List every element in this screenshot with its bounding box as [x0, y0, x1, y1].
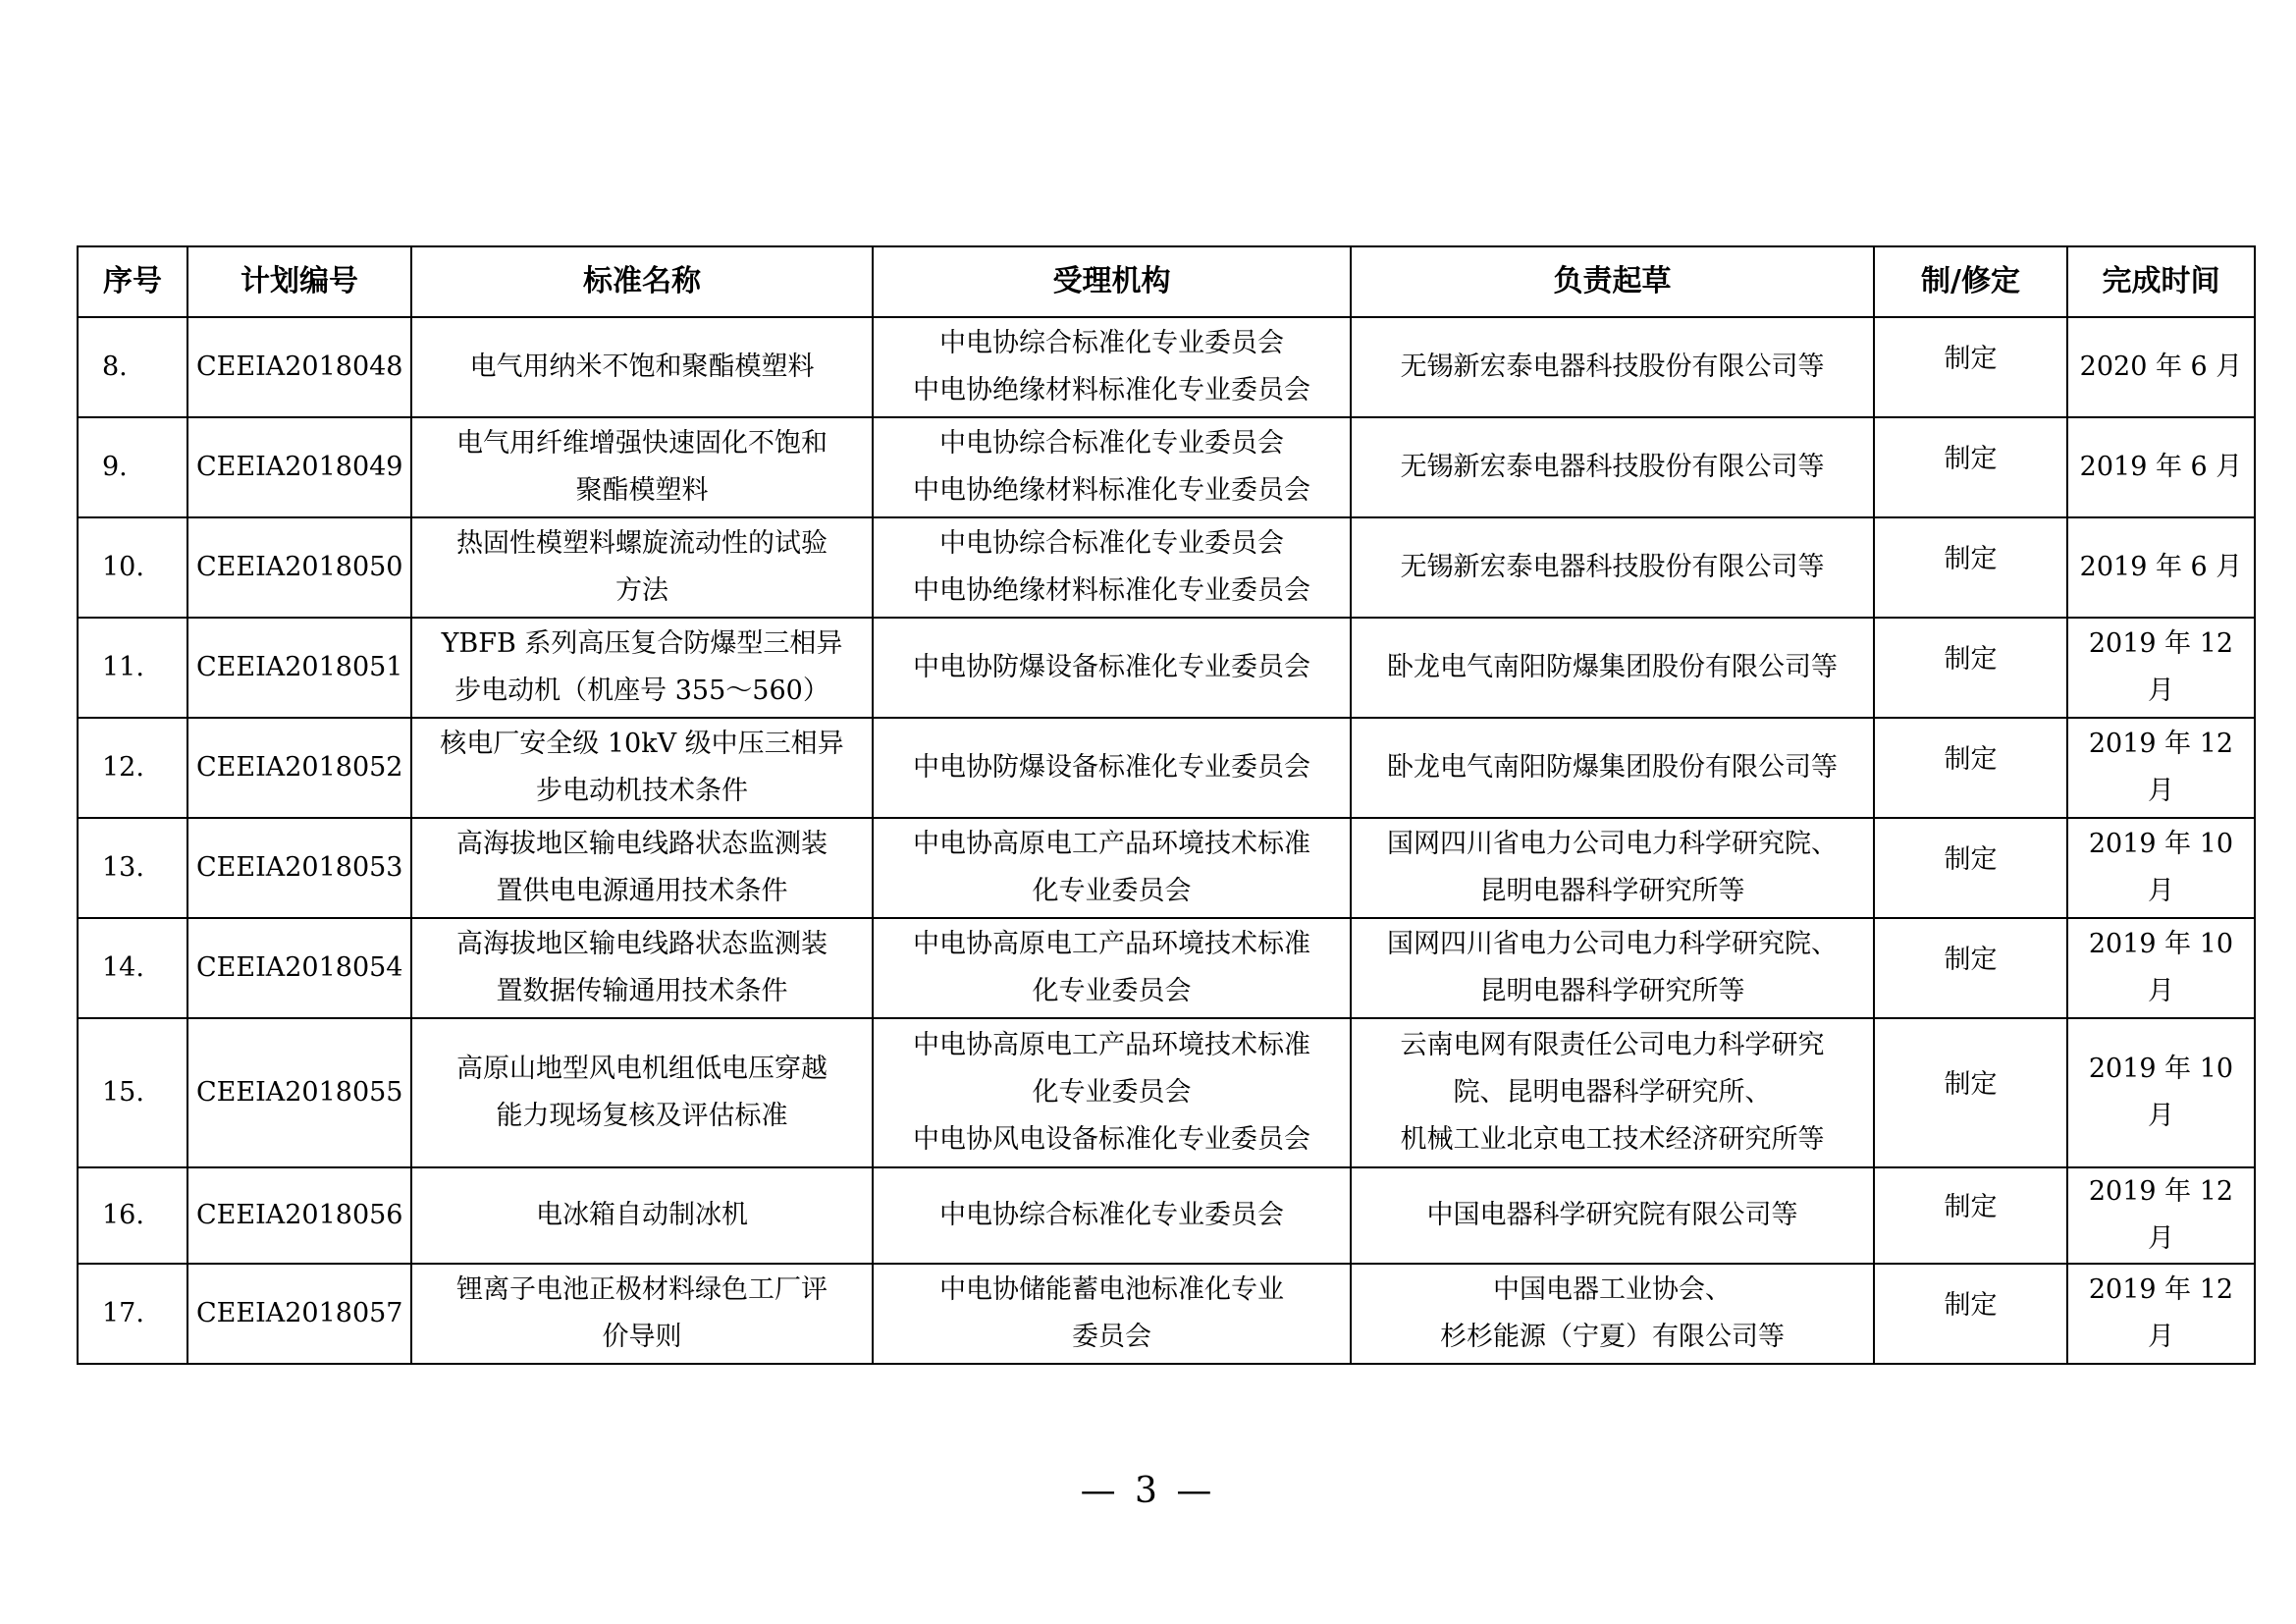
cell-seq-text: 13.: [102, 852, 144, 883]
cell-accepting-org: [873, 918, 1351, 1018]
cell-accepting-org-line: 中电协综合标准化专业委员会: [939, 328, 1284, 358]
cell-seq-text: 16.: [102, 1200, 144, 1230]
cell-completion-date-text: 2019 年 12 月: [2088, 729, 2234, 806]
cell-accepting-org: [873, 1264, 1351, 1364]
cell-seq-text: 12.: [102, 752, 144, 783]
cell-drafter-line: 杉杉能源（宁夏）有限公司等: [1440, 1322, 1785, 1352]
cell-seq: [78, 618, 187, 718]
cell-completion-date: [2067, 718, 2255, 818]
table-row: [78, 317, 2255, 417]
cell-standard-name: [411, 1167, 873, 1264]
cell-drafter-line: 昆明电器科学研究所等: [1479, 876, 1745, 906]
cell-type: [1874, 517, 2067, 618]
cell-accepting-org-line: 中电协高原电工产品环境技术标准: [913, 929, 1310, 959]
cell-type: [1874, 417, 2067, 517]
cell-completion-date-text: 2019 年 12 月: [2088, 1274, 2234, 1352]
cell-type-text: 制定: [1944, 644, 1998, 675]
cell-standard-name: [411, 1264, 873, 1364]
cell-plan-no-text: CEEIA2018053: [196, 852, 403, 883]
cell-accepting-org-line: 中电协绝缘材料标准化专业委员会: [913, 375, 1310, 406]
cell-standard-name: [411, 618, 873, 718]
cell-accepting-org-line: 中电协风电设备标准化专业委员会: [913, 1124, 1310, 1155]
standards-plan-table: [77, 245, 2256, 1365]
cell-plan-no-text: CEEIA2018057: [196, 1298, 403, 1328]
table-row: [78, 517, 2255, 618]
cell-drafter-line: 卧龙电气南阳防爆集团股份有限公司等: [1387, 752, 1838, 783]
cell-drafter: [1351, 718, 1874, 818]
cell-drafter: [1351, 618, 1874, 718]
table-row: [78, 718, 2255, 818]
cell-plan-no: [187, 517, 411, 618]
cell-plan-no-text: CEEIA2018055: [196, 1077, 403, 1108]
cell-type-text: 制定: [1944, 344, 1998, 374]
cell-accepting-org-line: 中电协绝缘材料标准化专业委员会: [913, 475, 1310, 506]
cell-seq-text: 15.: [102, 1077, 144, 1108]
cell-completion-date-text: 2020 年 6 月: [2079, 352, 2243, 382]
cell-standard-name-line: 核电厂安全级 10kV 级中压三相异: [440, 729, 844, 759]
cell-plan-no: [187, 1018, 411, 1167]
cell-type-text: 制定: [1944, 1290, 1998, 1321]
cell-plan-no: [187, 417, 411, 517]
cell-seq: [78, 1167, 187, 1264]
cell-type: [1874, 317, 2067, 417]
cell-plan-no-text: CEEIA2018048: [196, 352, 403, 382]
page-number: — 3 —: [1080, 1471, 1216, 1511]
cell-standard-name-line: YBFB 系列高压复合防爆型三相异: [441, 628, 843, 659]
cell-plan-no: [187, 618, 411, 718]
cell-drafter-line: 中国电器工业协会、: [1493, 1274, 1732, 1305]
cell-type: [1874, 1167, 2067, 1264]
cell-standard-name-line: 置数据传输通用技术条件: [496, 976, 788, 1006]
cell-plan-no-text: CEEIA2018049: [196, 452, 403, 482]
cell-completion-date: [2067, 918, 2255, 1018]
cell-completion-date: [2067, 1264, 2255, 1364]
cell-drafter-line: 无锡新宏泰电器科技股份有限公司等: [1400, 452, 1825, 482]
table-header-row: [78, 246, 2255, 317]
cell-drafter: [1351, 918, 1874, 1018]
cell-standard-name-line: 步电动机（机座号 355～560）: [454, 676, 829, 706]
cell-accepting-org-line: 中电协绝缘材料标准化专业委员会: [913, 575, 1310, 606]
cell-accepting-org: [873, 1167, 1351, 1264]
cell-type: [1874, 1018, 2067, 1167]
cell-plan-no-text: CEEIA2018056: [196, 1200, 403, 1230]
cell-accepting-org-line: 中电协综合标准化专业委员会: [939, 528, 1284, 559]
cell-plan-no-text: CEEIA2018054: [196, 952, 403, 983]
cell-seq: [78, 1018, 187, 1167]
cell-type-text: 制定: [1944, 1192, 1998, 1222]
cell-accepting-org: [873, 618, 1351, 718]
cell-standard-name-line: 能力现场复核及评估标准: [496, 1101, 788, 1131]
cell-drafter: [1351, 317, 1874, 417]
cell-accepting-org-line: 中电协防爆设备标准化专业委员会: [913, 652, 1310, 682]
cell-plan-no-text: CEEIA2018052: [196, 752, 403, 783]
cell-drafter: [1351, 517, 1874, 618]
cell-type: [1874, 618, 2067, 718]
cell-drafter-line: 无锡新宏泰电器科技股份有限公司等: [1400, 552, 1825, 582]
cell-standard-name: [411, 417, 873, 517]
cell-accepting-org-line: 化专业委员会: [1032, 876, 1192, 906]
cell-completion-date-text: 2019 年 10 月: [2088, 829, 2234, 906]
table-row: [78, 1167, 2255, 1264]
cell-drafter: [1351, 417, 1874, 517]
cell-standard-name: [411, 317, 873, 417]
cell-plan-no: [187, 718, 411, 818]
cell-seq-text: 9.: [102, 452, 128, 482]
cell-drafter: [1351, 1264, 1874, 1364]
cell-accepting-org: [873, 818, 1351, 918]
cell-standard-name-line: 高海拔地区输电线路状态监测装: [456, 829, 828, 859]
cell-completion-date-text: 2019 年 10 月: [2088, 1054, 2234, 1131]
cell-completion-date-text: 2019 年 10 月: [2088, 929, 2234, 1006]
cell-seq: [78, 517, 187, 618]
cell-seq: [78, 918, 187, 1018]
cell-accepting-org-line: 中电协储能蓄电池标准化专业: [939, 1274, 1284, 1305]
cell-drafter-line: 国网四川省电力公司电力科学研究院、: [1387, 929, 1838, 959]
cell-seq-text: 10.: [102, 552, 144, 582]
cell-completion-date-text: 2019 年 12 月: [2088, 1176, 2234, 1254]
cell-completion-date: [2067, 317, 2255, 417]
cell-standard-name-line: 电冰箱自动制冰机: [536, 1200, 748, 1230]
cell-standard-name-line: 电气用纳米不饱和聚酯模塑料: [469, 352, 815, 382]
cell-accepting-org: [873, 517, 1351, 618]
cell-type-text: 制定: [1944, 844, 1998, 875]
table-row: [78, 818, 2255, 918]
cell-drafter: [1351, 818, 1874, 918]
header-seq: 序号: [78, 246, 187, 317]
cell-plan-no: [187, 317, 411, 417]
cell-completion-date: [2067, 618, 2255, 718]
table-row: [78, 918, 2255, 1018]
cell-accepting-org-line: 中电协防爆设备标准化专业委员会: [913, 752, 1310, 783]
cell-standard-name: [411, 1018, 873, 1167]
header-plan-no: 计划编号: [187, 246, 411, 317]
cell-completion-date-text: 2019 年 6 月: [2079, 552, 2243, 582]
table-row: [78, 1264, 2255, 1364]
cell-type: [1874, 718, 2067, 818]
cell-drafter-line: 云南电网有限责任公司电力科学研究: [1400, 1030, 1825, 1060]
cell-completion-date: [2067, 1018, 2255, 1167]
cell-standard-name-line: 高原山地型风电机组低电压穿越: [456, 1054, 828, 1084]
cell-drafter: [1351, 1018, 1874, 1167]
cell-standard-name-line: 价导则: [602, 1322, 682, 1352]
cell-standard-name-line: 步电动机技术条件: [536, 776, 748, 806]
cell-completion-date: [2067, 417, 2255, 517]
cell-standard-name-line: 电气用纤维增强快速固化不饱和: [456, 428, 828, 459]
cell-accepting-org-line: 中电协高原电工产品环境技术标准: [913, 829, 1310, 859]
cell-seq: [78, 718, 187, 818]
table-row: [78, 1018, 2255, 1167]
cell-drafter-line: 国网四川省电力公司电力科学研究院、: [1387, 829, 1838, 859]
cell-type-text: 制定: [1944, 544, 1998, 574]
cell-standard-name: [411, 818, 873, 918]
cell-type-text: 制定: [1944, 444, 1998, 474]
header-drafter: 负责起草: [1351, 246, 1874, 317]
cell-standard-name: [411, 918, 873, 1018]
cell-standard-name-line: 锂离子电池正极材料绿色工厂评: [456, 1274, 828, 1305]
cell-drafter: [1351, 1167, 1874, 1264]
cell-completion-date: [2067, 818, 2255, 918]
header-completion-date: 完成时间: [2067, 246, 2255, 317]
cell-type-text: 制定: [1944, 744, 1998, 775]
table-body: [78, 317, 2255, 1364]
cell-accepting-org-line: 化专业委员会: [1032, 976, 1192, 1006]
header-standard-name: 标准名称: [411, 246, 873, 317]
cell-plan-no-text: CEEIA2018050: [196, 552, 403, 582]
cell-seq-text: 8.: [102, 352, 128, 382]
cell-standard-name-line: 高海拔地区输电线路状态监测装: [456, 929, 828, 959]
cell-accepting-org: [873, 417, 1351, 517]
cell-plan-no: [187, 818, 411, 918]
cell-seq-text: 11.: [102, 652, 144, 682]
cell-plan-no: [187, 918, 411, 1018]
cell-seq: [78, 317, 187, 417]
cell-standard-name-line: 聚酯模塑料: [575, 475, 709, 506]
header-accepting-org: 受理机构: [873, 246, 1351, 317]
cell-standard-name-line: 方法: [615, 575, 668, 606]
cell-accepting-org-line: 中电协综合标准化专业委员会: [939, 1200, 1284, 1230]
cell-type: [1874, 1264, 2067, 1364]
cell-accepting-org-line: 化专业委员会: [1032, 1077, 1192, 1108]
table-row: [78, 417, 2255, 517]
cell-drafter-line: 机械工业北京电工技术经济研究所等: [1400, 1124, 1825, 1155]
cell-type: [1874, 818, 2067, 918]
cell-accepting-org: [873, 1018, 1351, 1167]
cell-drafter-line: 卧龙电气南阳防爆集团股份有限公司等: [1387, 652, 1838, 682]
cell-seq-text: 17.: [102, 1298, 144, 1328]
cell-drafter-line: 院、昆明电器科学研究所、: [1453, 1077, 1772, 1108]
cell-standard-name: [411, 517, 873, 618]
cell-seq: [78, 417, 187, 517]
cell-accepting-org-line: 中电协综合标准化专业委员会: [939, 428, 1284, 459]
cell-accepting-org-line: 中电协高原电工产品环境技术标准: [913, 1030, 1310, 1060]
cell-standard-name-line: 置供电电源通用技术条件: [496, 876, 788, 906]
cell-accepting-org-line: 委员会: [1072, 1322, 1151, 1352]
cell-seq: [78, 1264, 187, 1364]
cell-accepting-org: [873, 317, 1351, 417]
cell-drafter-line: 无锡新宏泰电器科技股份有限公司等: [1400, 352, 1825, 382]
cell-seq-text: 14.: [102, 952, 144, 983]
cell-type-text: 制定: [1944, 945, 1998, 975]
cell-plan-no: [187, 1264, 411, 1364]
cell-standard-name-line: 热固性模塑料螺旋流动性的试验: [456, 528, 828, 559]
cell-drafter-line: 中国电器科学研究院有限公司等: [1426, 1200, 1798, 1230]
cell-drafter-line: 昆明电器科学研究所等: [1479, 976, 1745, 1006]
header-type: 制/修定: [1874, 246, 2067, 317]
cell-completion-date: [2067, 517, 2255, 618]
table-row: [78, 618, 2255, 718]
cell-completion-date-text: 2019 年 12 月: [2088, 628, 2234, 706]
cell-standard-name: [411, 718, 873, 818]
cell-type: [1874, 918, 2067, 1018]
cell-completion-date: [2067, 1167, 2255, 1264]
cell-type-text: 制定: [1944, 1069, 1998, 1100]
cell-plan-no-text: CEEIA2018051: [196, 652, 403, 682]
cell-plan-no: [187, 1167, 411, 1264]
cell-seq: [78, 818, 187, 918]
cell-completion-date-text: 2019 年 6 月: [2079, 452, 2243, 482]
cell-accepting-org: [873, 718, 1351, 818]
